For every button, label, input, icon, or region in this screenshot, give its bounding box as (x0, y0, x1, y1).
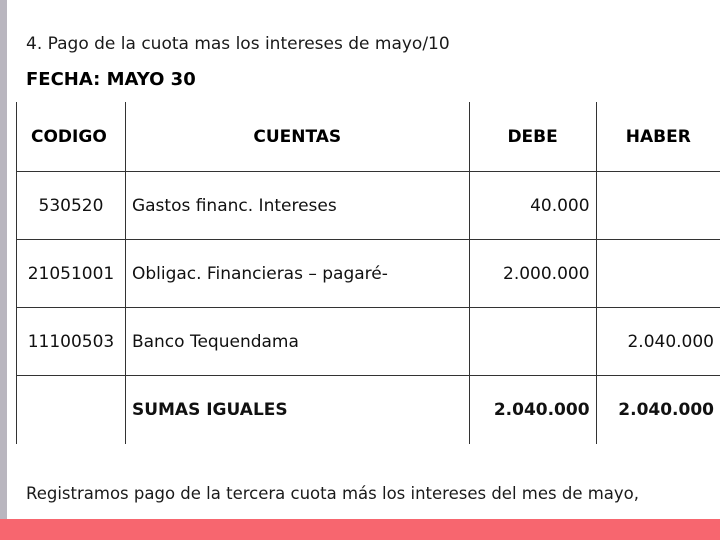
slide-left-edge (0, 0, 7, 520)
totals-credit: 2.040.000 (596, 376, 720, 445)
credit-amount: 2.040.000 (596, 308, 720, 376)
header-cuentas: CUENTAS (125, 102, 469, 172)
account-code: 21051001 (17, 240, 126, 308)
table-header-row (17, 102, 720, 172)
entry-date: FECHA: MAYO 30 (26, 69, 196, 90)
table-row (17, 240, 720, 308)
account-code: 11100503 (17, 308, 126, 376)
header-haber: HABER (596, 102, 720, 172)
totals-label: SUMAS IGUALES (125, 376, 469, 445)
section-heading: 4. Pago de la cuota mas los intereses de mayo/10 (26, 34, 450, 54)
account-name: Obligac. Financieras – pagaré- (125, 240, 469, 308)
debit-amount (469, 308, 596, 376)
totals-debit: 2.040.000 (469, 376, 596, 445)
debit-amount: 40.000 (469, 172, 596, 240)
credit-amount (596, 172, 720, 240)
debit-amount: 2.000.000 (469, 240, 596, 308)
footer-note: Registramos pago de la tercera cuota más los intereses del mes de mayo, (26, 484, 640, 503)
totals-row (17, 376, 720, 445)
accent-band (0, 519, 720, 540)
credit-amount (596, 240, 720, 308)
journal-entry-table (16, 102, 720, 444)
account-code: 530520 (17, 172, 126, 240)
totals-code (17, 376, 126, 445)
account-name: Gastos financ. Intereses (125, 172, 469, 240)
table-row (17, 172, 720, 240)
account-name: Banco Tequendama (125, 308, 469, 376)
header-codigo: CODIGO (17, 102, 126, 172)
table-row (17, 308, 720, 376)
header-debe: DEBE (469, 102, 596, 172)
